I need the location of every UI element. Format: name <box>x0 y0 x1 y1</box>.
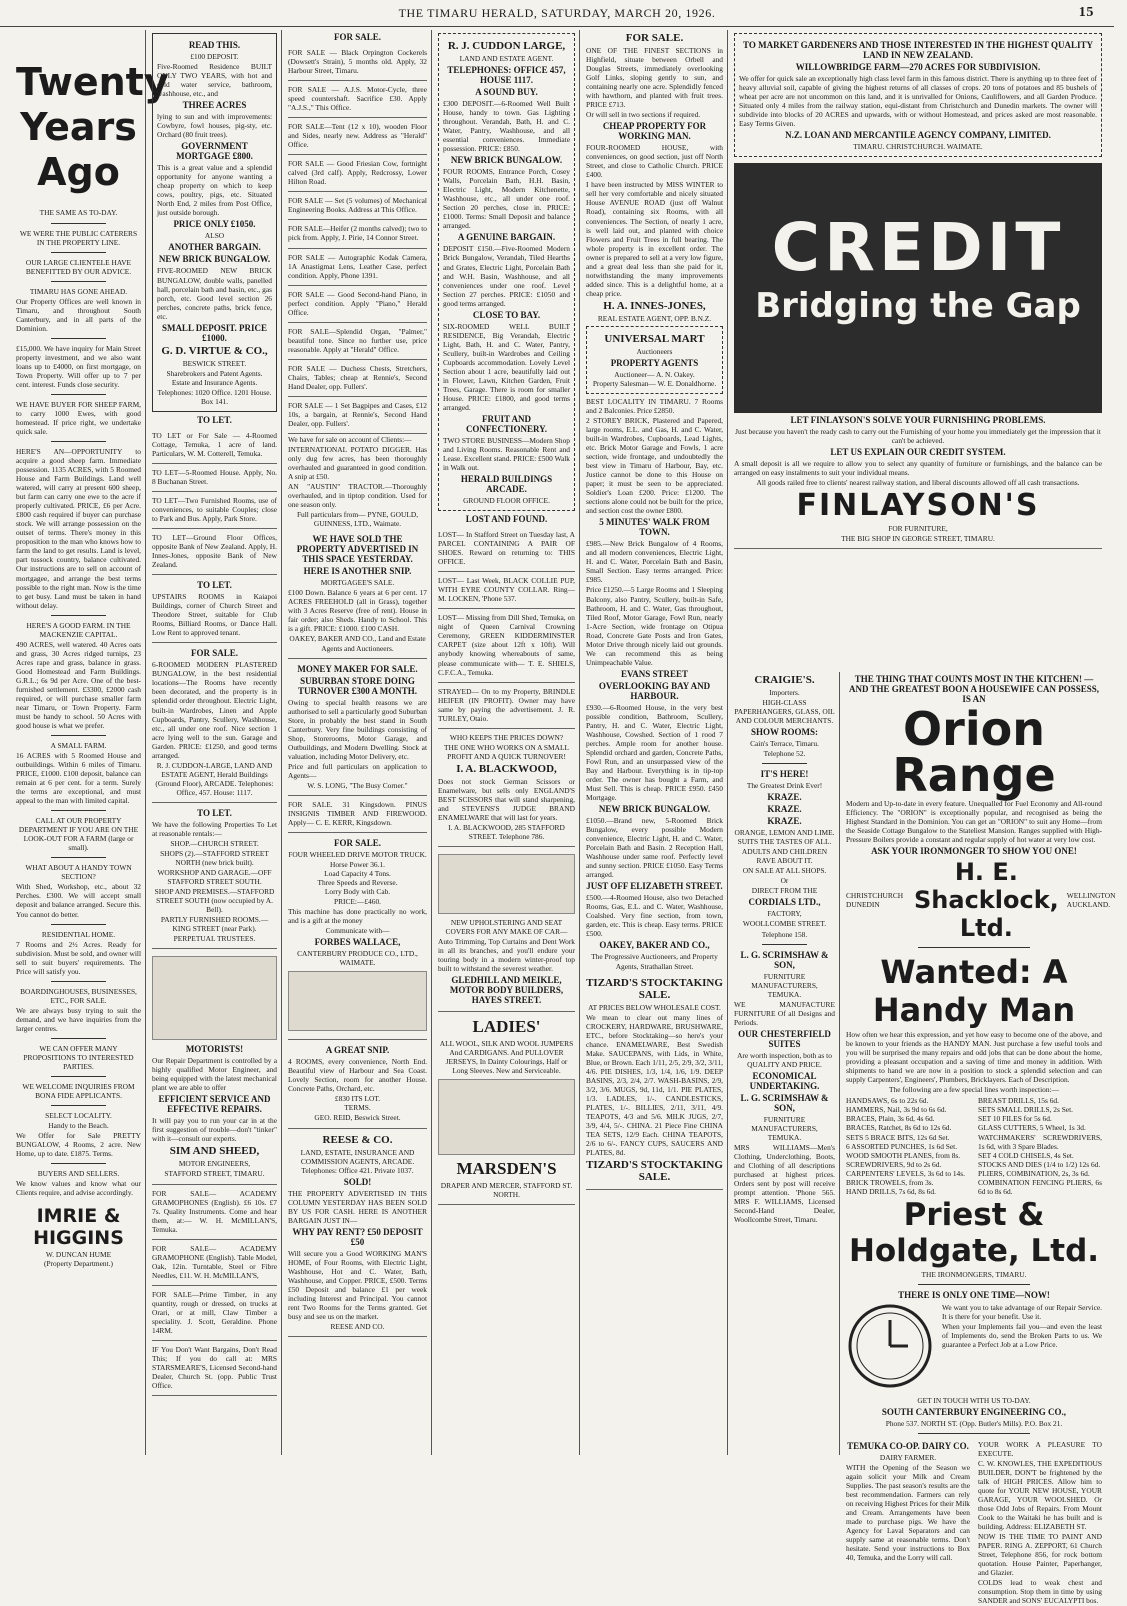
mackenzie-farm: 490 ACRES, well watered. 40 Acres oats and grass, 30 Acres ridged turnips, 23 Acres rape and grass, balance in grass. Good Homestead and Farm Buildings. G.R.L.; 6s 9d per Acre. One of the best-furnished settlement. £3300, £2000 cash required, or will purchase smaller farm near Timaru, or Town Property. Farm must be handy to school. 50 Acres with good house is what we prefer. <box>16 639 141 730</box>
explain-credit: LET US EXPLAIN OUR CREDIT SYSTEM. <box>830 447 1006 458</box>
residential-home-body: 7 Rooms and 2½ Acres. Ready for subdivision. Must be sold, and owner will sell to suit buyers' requirements. The Price will satisfy you. <box>16 939 141 976</box>
classified-item <box>288 323 427 360</box>
mortgagee-body: £100 Down. Balance 6 years at 6 per cent. 17 ACRES FREEHOLD (all in Grass), together with 3 Acres Reserve (free of rent). House in fair order; also Sheds. Handy to School. This is a gift. PRICE: £1000. £100 CASH. <box>288 588 427 634</box>
one-who-works: THE ONE WHO WORKS ON A SMALL PROFIT AND A QUICK TURNOVER! <box>444 742 569 761</box>
why-pay-rent: WHY PAY RENT? £50 DEPOSIT £50 <box>292 1226 423 1247</box>
on-account: We have for sale on account of Clients:— <box>288 434 412 444</box>
classified-item <box>288 286 427 323</box>
also: ALSO <box>204 231 225 241</box>
select-locality: SELECT LOCALITY. <box>45 1111 112 1121</box>
gramophones-2: FOR SALE— ACADEMY GRAMOPHONE (English). Table Model, Oak, 12in. Turntable, Steel or Fibre Needles, £11. W. H. McMILLAN'S, <box>152 1243 277 1280</box>
masthead-title: THE TIMARU HERALD, SATURDAY, MARCH 20, 1926. <box>398 6 716 20</box>
lost-pup: LOST— Last Week, BLACK COLLIE PUP, WITH EYRE COUNTY COLLAR. Ring— M. LOCKEN, 'Phone 537. <box>438 576 575 604</box>
fruit-body: TWO STORE BUSINESS—Modern Shop and Living Rooms. Reasonable Rent and Lease. Excellent stand. PRICE: £500 Walk in Walk out. <box>443 435 570 473</box>
masthead <box>0 0 1114 27</box>
price-1250: Price £1250.—5 Large Rooms and 1 Sleeping Balcony, also Pantry, Scullery, built-in Safe, Bathroom, H. and C. Water, Gas throughout, Tiled Roof, Motor Garage, Fowl Run, nearly 1-Acre Section, wide frontage on Otipua Road, Concrete Gate Posts and Iron Gates, Motor Drive through nicely laid out grounds. We can recommend this as being Unimpeachable Value. <box>586 585 723 667</box>
tizards-sale-2: TIZARD'S STOCKTAKING SALE. <box>586 1159 723 1184</box>
clock-icon <box>846 1302 934 1390</box>
classified-item <box>288 155 427 192</box>
hundred-deposit: £100 DEPOSIT. <box>190 52 239 61</box>
plastered-bungalow: 6-ROOMED MODERN PLASTERED BUNGALOW, in the best residential locations—The Rooms have recently been decorated, and the property is in splendid order throughout. Electric Light, built-in Wardrobes, Linen and Apple Cupboards, Pantry, Scullery, Washhouse, etc., all under one roof. Nice section 1 acre lying well to the sun. Garage and Garden. PRICE: £1250, and good terms arranged. <box>152 660 277 760</box>
classified-item <box>288 81 427 118</box>
tolet-workshop: WORKSHOP AND GARAGE.—OFF STAFFORD STREET SOUTH. <box>157 867 272 886</box>
to-let-heading-2: TO LET. <box>197 580 232 591</box>
cuddon-large-small: R. J. CUDDON-LARGE, LAND AND ESTATE AGENT, Herald Buildings (Ground Floor), ARCADE. Telephones: Office, 457. House: 1117. <box>155 760 274 797</box>
your-work: YOUR WORK A PLEASURE TO EXECUTE. <box>978 1439 1102 1458</box>
classified-item <box>288 44 427 81</box>
kraze-3: KRAZE. <box>767 816 802 827</box>
bridging-the-gap: Bridging the Gap <box>755 286 1081 327</box>
page-number: 15 <box>1078 5 1094 20</box>
prime-timber: FOR SALE—Prime Timber, in any quantity, rough or dressed, on trucks at Orari, or at mill, Claw Timber a speciality. J. Scott, Geraldine. Phone 14RM. <box>152 1289 277 1335</box>
herald-buildings: HERALD BUILDINGS ARCADE. <box>460 474 553 495</box>
classified-text: FOR SALE — 1 Set Bagpipes and Cases, £12 10s, a bargain, at Rennie's, Second Hand Dealer, opp. Fullers'. <box>288 400 427 428</box>
goods-railed: All goods railed free to clients' nearest railway station, and liberal discounts allowed off all cash transactions. <box>756 478 1080 488</box>
column-7 <box>730 672 840 1455</box>
gledhill-meikle: GLEDHILL AND MEIKLE, MOTOR BODY BUILDERS, HAYES STREET. <box>449 975 564 1006</box>
jumper-illustration <box>438 1079 575 1155</box>
finlaysons-ad <box>734 160 1102 549</box>
new-upholstering: NEW UPHOLSTERING AND SEAT COVERS FOR ANY MAKE OF CAR— <box>445 918 568 937</box>
call-property-dept: CALL AT OUR PROPERTY DEPARTMENT IF YOU ARE ON THE LOOK-OUT FOR A FARM (large or small). <box>18 816 139 853</box>
column-8 <box>842 672 1116 1606</box>
motor-engineers: MOTOR ENGINEERS, <box>178 1159 251 1169</box>
buyers-sellers: BUYERS AND SELLERS. <box>37 1169 120 1179</box>
fruit-confectionery: FRUIT AND CONFECTIONERY. <box>465 413 548 434</box>
geo-reid: GEO. REID, Beswick Street. <box>314 1113 401 1123</box>
repair-service: We want you to take advantage of our Repair Service. It is there for your benefit. Use it. <box>942 1302 1102 1321</box>
sheep-farm-buyer: WE HAVE BUYER FOR SHEEP FARM, to carry 1000 Ewes, with good homestead. If price right, we undertake quick sale. <box>16 399 141 437</box>
five-roomed: Five-Roomed Residence BUILT ONLY TWO YEARS, with hot and cold water service, bathroom, washhouse, etc., and <box>157 62 272 99</box>
elizabeth-body: £500.—4-Roomed House, also two Detached Rooms, Gas, E.L. and C. Water, Washhouse, Coalshed. Very fine section, from town, garden, etc. This is cheap. Easy terms. PRICE £500. <box>586 893 723 939</box>
direct-from: DIRECT FROM THE <box>751 886 818 896</box>
welcome-inquiries: WE WELCOME INQUIRIES FROM BONA FIDE APPLICANTS. <box>22 1081 135 1100</box>
tolet-church: SHOP.—CHURCH STREET. <box>170 838 259 848</box>
bargains-ad: IF You Don't Want Bargains, Don't Read This; If you do call at: MRS STARSMEARE'S, Licensed Second-hand Dealer, Church St. (opp. Public Trust Office. <box>152 1344 277 1391</box>
great-value: This is a great value and a splendid opportunity for anyone wanting a cheap property on which to keep cows, poultry, pigs, etc. Situated North End, 2 miles from Post Office, just outside borough. <box>157 163 272 218</box>
tizards-body: We mean to clear out many lines of CROCKERY, HARDWARE, BRUSHWARE, ETC., before Stocktaking—so here's your chance. ENAMELWARE, Best Swedish Make. SAUCEPANS, with Lids, in White, Blue, or Brown. Each 1/11, 2/5, 2/9, 3/2, 3/11, 4/6. PIE DISHES, 1/3, 1/4, 1/6, 1/9. DEEP BASINS, 2/3, 2/4, 2/7. WASH-BASINS, 2/9, 3/2, 3/6. MUGS, 9d, 11d, 1/1. PIE PLATES, 1/3. LADLES, 1/-. CANDLESTICKS, PLATES, 1/-. BILLIES, 2/11, 3/11, 4/9. TEAPOTS, 4/3 and 5/6. MILK JUGS, 2/7, 3/9, 4/4, 5/-. CHINA. 21 Piece Fine CHINA TEA SETS, 12/9 Each. CHINA TEAPOTS, 2/6 to 6/-. FANCY CUPS, SAUCERS AND PLATES, 8d. <box>586 1012 723 1158</box>
mart-people: Auctioneer— A. N. Oakey. Property Salesman— W. E. Donaldhorne. <box>592 369 717 388</box>
classified-text: FOR SALE—Tent (12 x 10), wooden Floor and Sides, nearly new. Address as "Herald" Office. <box>288 122 427 150</box>
scrimshaw-1-sub: FURNITURE MANUFACTURERS, TEMUKA. <box>751 971 818 999</box>
motor-body-2: It will pay you to run your car in at the first suggestion of trouble—don't "tinker" with it—consult our experts. <box>152 1116 277 1144</box>
nz-loan-towns: TIMARU. CHRISTCHURCH. WAIMATE. <box>853 142 983 152</box>
ironmongers: THE IRONMONGERS, TIMARU. <box>921 1269 1027 1279</box>
on-sale: ON SALE AT ALL SHOPS. <box>742 866 827 876</box>
austin-tractor: AN "AUSTIN" TRACTOR.—Thoroughly overhauled, and in tiptop condition. Used for one season only. <box>288 482 427 510</box>
greatest-drink: The Greatest Drink Ever! <box>746 781 823 791</box>
column-2 <box>148 30 282 1455</box>
wanted-handy-man: Wanted: A Handy Man <box>872 953 1076 1030</box>
pyne-gould: Full particulars from— PYNE, GOULD, GUINNESS, LTD., Waimate. <box>296 510 419 529</box>
duncan-hume: W. DUNCAN HUME (Property Department.) <box>44 1250 113 1269</box>
another-snip: HERE IS ANOTHER SNIP. <box>303 566 412 577</box>
communicate: Communicate with— <box>325 926 390 936</box>
truck-heading: FOUR WHEELED DRIVE MOTOR TRUCK. <box>288 849 427 859</box>
two-storey: 2 STOREY BRICK, Plastered and Papered, large rooms, E.L. and Gas, H. and C. Water, built-in Wardrobes, Cupboards, Lead Lights, etc. Brick Motor Garage and Fowls, 1 acre section, wide frontage, and undoubtedly the best view in Timaru of Harbour, Bay, etc. Justice cannot be done to this House on paper; it must be seen to be appreciated. Soldier's Loan £200. Price: £1200. The sections alone could not be built for the price, and section cost the owner £800. <box>586 415 723 516</box>
cheap-property: CHEAP PROPERTY FOR WORKING MAN. <box>602 121 707 142</box>
nz-loan: N.Z. LOAN AND MERCANTILE AGENCY COMPANY, LIMITED. <box>785 130 1051 141</box>
property-agents: PROPERTY AGENTS <box>610 357 699 368</box>
classified-text: FOR SALE — Duchess Chests, Stretchers, Chairs, Tables; cheap at Rennie's, Second Hand Dealer, opp. Fullers'. <box>288 363 427 391</box>
classified-text: FOR SALE — Autographic Kodak Camera, 1A Anastigmat Lens, Leather Case, perfect condition. Apply, Phone 1391. <box>288 252 427 280</box>
we-manufacture: WE MANUFACTURE FURNITURE Of all Designs and Periods. <box>734 999 835 1027</box>
ws-long: W. S. LONG, "The Busy Corner." <box>307 780 408 790</box>
five-minutes-body: £985.—New Brick Bungalow of 4 Rooms, and all modern conveniences, Electric Light, H. and C. Water, Porcelain Bath and Basin, Small Section. Easy terms arranged. Price: £985. <box>586 539 723 585</box>
shacklock-logo: H. E. Shacklock, Ltd. <box>914 858 1059 943</box>
twenty-years-ago-heading: Twenty Years Ago <box>16 60 169 194</box>
dairy-farmer: DAIRY FARMER. <box>879 1452 937 1462</box>
residential-home-heading: RESIDENTIAL HOME. <box>41 929 116 939</box>
kraze-2: KRAZE. <box>767 804 802 815</box>
ladies-body: ALL WOOL, SILK AND WOOL JUMPERS And CARDIGANS. And PULLOVER JERSEYS, In Dainty Colourings, Half or Long Sleeves. New and Serviceable. <box>439 1039 574 1076</box>
motor-body: Our Repair Department is controlled by a highly qualified Motor Engineer, and being equipped with the latest mechanical plant we are able to offer <box>152 1056 277 1093</box>
imrie-higgins-logo: IMRIE & HIGGINS <box>33 1205 124 1250</box>
lost-found-heading: LOST AND FOUND. <box>465 514 548 525</box>
telephone-52: Telephone 52. <box>763 749 806 759</box>
public-caterers: WE WERE THE PUBLIC CATERERS IN THE PROPERTY LINE. <box>19 228 138 247</box>
ask-ironmonger: ASK YOUR IRONMONGER TO SHOW YOU ONE! <box>871 846 1077 857</box>
adults-children: ADULTS AND CHILDREN RAVE ABOUT IT. <box>741 847 828 866</box>
worth-inspection: Are worth inspection, both as to QUALITY AND PRICE. <box>737 1050 832 1069</box>
blackwood-body: Does not stock German Scissors or Enamelware, but sells only ENGLAND'S BEST SCISSORS that will stand sharpening, and STEVENS'S JUDGE BRAND ENAMELWARE that will last for years. <box>438 776 575 822</box>
south-canterbury-address: Phone 537. NORTH ST. (Opp. Butler's Mills). P.O. Box 21. <box>885 1418 1063 1428</box>
innes-jones: H. A. INNES-JONES, <box>603 299 706 312</box>
town-section-body: With Shed, Workshop, etc., about 32 Perches. £300. We will accept small deposit and balance arranged. Secure this. You cannot do better. <box>16 882 141 919</box>
only-one-time: THERE IS ONLY ONE TIME—NOW! <box>898 1289 1050 1300</box>
telephone-158: Telephone 158. <box>761 929 808 939</box>
willowbridge-farm: WILLOWBRIDGE FARM—270 ACRES FOR SUBDIVISION. <box>795 62 1041 72</box>
classified-text: FOR SALE — Black Orpington Cockerels (Dowsett's Strain), 5 months old. Apply, 32 Harbour Street, Timaru. <box>288 48 427 76</box>
let-finlaysons: LET FINLAYSON'S SOLVE YOUR FURNISHING PROBLEMS. <box>790 415 1046 426</box>
oakey-baker-3: OAKEY, BAKER AND CO., Land and Estate Agents and Auctioneers. <box>289 634 426 653</box>
ready-cash: Just because you haven't the ready cash to carry out the Furnishing of your home you immediately get the impression that it can't be achieved. <box>735 427 1101 446</box>
lost-shoes: LOST— In Stafford Street on Tuesday last, A PARCEL CONTAINING A PAIR OF SHOES. Reward on returning to: THIS OFFICE. <box>438 530 575 567</box>
special-lines: The following are a few special lines worth inspection:— <box>889 1085 1059 1095</box>
same-as-today: THE SAME AS TO-DAY. <box>39 208 118 218</box>
great-snip-price: £830 ITS LOT. TERMS. <box>334 1094 381 1113</box>
virtue-telephones: Telephones: 1020 Office. 1201 House. Box 141. <box>157 387 272 406</box>
motor-address: STAFFORD STREET, TIMARU. <box>164 1169 265 1179</box>
timaru-ahead: TIMARU HAS GONE AHEAD. <box>29 286 128 296</box>
just-off-elizabeth: JUST OFF ELIZABETH STREET. <box>586 881 723 892</box>
reese-body-2: THE PROPERTY ADVERTISED IN THIS COLUMN YESTERDAY HAS BEEN SOLD BY US FOR CASH. HERE IS ANOTHER BARGAIN JUST IN— <box>288 1188 427 1225</box>
new-brick-5-body: £1050.—Brand new, 5-Roomed Brick Bungalow, every possible Modern convenience, Electric Light, H. and C. Water, Porcelain Bath and Basin. 2 Reception Hall, Washhouse under same roof. Perfectly level and sunny section. PRICE £1050. Easy Terms arranged. <box>586 816 723 880</box>
boardinghouses-body: We are always busy trying to suit the demand, and we have inquiries from the larger centres. <box>16 1005 141 1033</box>
opportunity-ad: HERE'S AN—OPPORTUNITY to acquire a good sheep farm. Immediate possession. 1135 ACRES, with 5 Roomed House and Farm Buildings. Land well watered, will carry at present 600 sheep, but farm can carry one ewe to the acre if properly cultivated. PRICE, £6 per Acre. £800 cash required if buyer can purchase stock. We will arrange possession on the outset of terms. There's money in this proposition to the man who knows how to farm the land to get results. Land is level, part tussock country, balance cultivated. Our instructions are to sell on account of mortgagee, and arrange the best terms possible to the right man. Now is the time to get busy. Land must be taken in hand without delay. <box>16 447 141 610</box>
orange-lemon: ORANGE, LEMON AND LIME. SUITS THE TASTES OF ALL. <box>734 828 835 847</box>
cuddon-large: R. J. CUDDON LARGE, <box>447 40 566 52</box>
telephones: TELEPHONES: OFFICE 457, HOUSE 1117. <box>447 65 566 86</box>
classified-item <box>288 118 427 155</box>
five-minutes: 5 MINUTES' WALK FROM TOWN. <box>599 517 710 538</box>
tizards-sale: TIZARD'S STOCKTAKING SALE. <box>586 976 723 1001</box>
motorists-heading: MOTORISTS! <box>185 1044 244 1055</box>
tolet-intro: We have the following Properties To Let at reasonable rentals:— <box>152 819 277 838</box>
chesterfield: OUR CHESTERFIELD SUITES <box>738 1028 831 1049</box>
property-offices: Our Property Offices are well known in Timaru, and throughout South Canterbury, and in all parts of the Dominion. <box>16 296 141 333</box>
potato-digger: INTERNATIONAL POTATO DIGGER. Has only dug few acres, has been thoroughly overhauled and guaranteed in good condition. A snip at £50. <box>288 445 427 482</box>
column-3 <box>284 30 432 1455</box>
small-deposit: SMALL DEPOSIT. PRICE £1000. <box>161 322 268 343</box>
tolet-furnished: TO LET—Two Furnished Rooms, use of conveniences, to suitable Couples; close to Park and Bus. Apply, Park Store. <box>152 495 277 524</box>
genuine-body: DEPOSIT £150.—Five-Roomed Modern Brick Bungalow, Verandah, Tiled Hearths and Grates, Electric Light, Porcelain Bath and W.H. Basin, Washhouse, and all conveniences under one roof. Level Section 27 perches. PRICE: £1050 and good terms arranged. <box>443 244 570 308</box>
tolet-partly: PARTLY FURNISHED ROOMS.—KING STREET (near Park). <box>160 915 269 934</box>
blackwood: I. A. BLACKWOOD, <box>456 762 557 775</box>
sound-buy: A SOUND BUY. <box>475 87 538 98</box>
beswick-street: BESWICK STREET. <box>182 358 247 368</box>
temuka-dairy: TEMUKA CO-OP. DAIRY CO. <box>847 1440 969 1451</box>
oakey-baker-5: OAKEY, BAKER AND CO., <box>599 940 710 951</box>
sound-buy-body: £300 DEPOSIT.—6-Roomed Well Built House, handy to town. Gas Lighting throughout. Verandah, Bath, H. and C. Water, Pantry, Washhouse, and all essential conveniences. Immediate possession. PRICE: £850. <box>443 99 570 154</box>
credit-bridge-illustration <box>734 163 1102 413</box>
lying-to-sun: lying to sun and with improvements: Cowbyre, fowl houses, pig-sty, etc. Orchard (80 fruit trees). <box>157 112 272 140</box>
tools-list-left: HANDSAWS, 6s to 22s 6d. HAMMERS, Nail, 3s 9d to 6s 6d. BRACES, Plain, 3s 6d, 4s 6d. BRACES, Ratchet, 8s 6d to 12s 6d. SETS 5 BRACE BITS, 12s 6d Set. 6 ASSORTED PUNCHES, 1s 6d Set. WOOD SMOOTH PLANES, from 8s. SCREWDRIVERS, 9d to 2s 6d. CARPENTERS' LEVELS, 3s 6d to 14s. BRICK TROWELS, from 3s. HAND DRILLS, 7s 6d, 8s 6d. <box>846 1096 965 1196</box>
universal-mart-ad <box>586 326 723 394</box>
good-farm-heading: HERE'S A GOOD FARM. IN THE MACKENZIE CAPITAL. <box>26 620 131 639</box>
overlooking-body: £930.—6-Roomed House, in the very best possible condition, Bathroom, Scullery, Pantry, H. and C. Water, Electric Light, Washhouse, Cowshed. Section of 1 rood 7 perches. Ample room for another house. Splendid orchard and garden, Concrete Paths, Fowl Run, and an unsurpassed view of the Bay and Harbour. Everything is in tip-top order. The owner has bought a Farm, and Must Sell. This is cheap. PRICE £950. £450 Mortgage. <box>586 702 723 803</box>
finlaysons-logo: FINLAYSON'S <box>796 488 1040 524</box>
below-wholesale: AT PRICES BELOW WHOLESALE COST. <box>588 1002 721 1012</box>
for-sale-heading: FOR SALE. <box>190 648 238 659</box>
tolet-upstairs: UPSTAIRS ROOMS in Kaiapoi Buildings, corner of Church Street and Theodore Street, suitable for Club Rooms, Billiard Rooms, or Dance Hall. Low Rent to approved tenant. <box>152 592 277 638</box>
virtue-firm: G. D. VIRTUE & CO., <box>161 344 268 357</box>
classified-item <box>288 397 427 434</box>
main-street-inquiry: £15,000. We have inquiry for Main Street property investment, and we also want loans up to £4000, on first mortgage, on Town Property. Will offer up to 7 per cent. interest. Funds close security. <box>16 343 141 389</box>
classified-item <box>288 220 427 248</box>
importers: Importers. <box>769 688 800 697</box>
kraze-1: KRAZE. <box>767 792 802 803</box>
scrimshaw-2: L. G. SCRIMSHAW & SON, <box>740 1092 829 1113</box>
classified-item <box>288 192 427 220</box>
willowbridge-ad <box>734 33 1102 157</box>
best-locality: BEST LOCALITY IN TIMARU. 7 Rooms and 2 Balconies. Price £2850. <box>586 396 723 415</box>
pretty-bungalow: We Offer for Sale PRETTY BUNGALOW, 4 Rooms, 2 acre. New Home, up to date. £1875. Terms. <box>16 1131 141 1159</box>
sharebrokers: Sharebrokers and Patent Agents. Estate and Insurance Agents. <box>166 368 263 387</box>
reese-co-2: REESE AND CO. <box>330 1321 385 1331</box>
finest-sections: ONE OF THE FINEST SECTIONS in Highfield, situate between Orbell and Douglas Streets, immediately overlooking Golf Links, sloping gently to sun, and containing nearly one acre. Splendidly fenced with hawthorn, and planted with fruit trees. PRICE £713. <box>586 46 723 110</box>
sim-sheed: SIM AND SHEED, <box>169 1145 260 1158</box>
classified-text: FOR SALE — Good Friesian Cow, fortnight calved (3rd calf). Apply, Redcrossy, Lower Hilton Road. <box>288 159 427 187</box>
genuine-bargain: A GENUINE BARGAIN. <box>457 232 556 243</box>
efficient-service: EFFICIENT SERVICE AND EFFECTIVE REPAIRS. <box>158 1094 271 1115</box>
marsden-sub: DRAPER AND MERCER, STAFFORD ST. NORTH. <box>440 1181 573 1200</box>
truck-price: PRICE:—£460. <box>333 897 382 907</box>
new-brick-4: NEW BRICK BUNGALOW. <box>450 155 563 166</box>
truck-body: This machine has done practically no work, and is a gift at the money <box>288 907 427 926</box>
pinus-insignis: FOR SALE. 31 Kingsdown. PINUS INSIGNIS TIMBER AND FIREWOOD. Apply— C. E. KERR, Kingsdown. <box>288 799 427 827</box>
many-propositions: WE CAN OFFER MANY PROPOSITIONS TO INTERESTED PARTIES. <box>23 1043 134 1071</box>
universal-mart: UNIVERSAL MART <box>604 332 705 345</box>
strayed-heifer: STRAYED— On to my Property, BRINDLE HEIFER (IN PROFIT). Owner may have same by paying the advertisement. J. R. TURLEY, Otaio. <box>438 686 575 723</box>
close-to-bay: CLOSE TO BAY. <box>472 309 541 320</box>
column-5 <box>582 30 728 1455</box>
orion-range-logo: Orion Range <box>892 702 1056 802</box>
for-sale-heading-3: FOR SALE. <box>333 32 381 42</box>
five-roomed-brick: FIVE-ROOMED NEW BRICK BUNGALOW, double walls, panelled hall, porcelain bath and basin, etc., gas porch, etc. Good level section 26 perches, concrete paths, brick fence, etc. <box>157 266 272 321</box>
small-farm-heading: A SMALL FARM. <box>50 741 107 751</box>
scrimshaw-2-sub: FURNITURE MANUFACTURERS, TEMUKA. <box>751 1114 818 1142</box>
for-furniture: FOR FURNITURE, <box>888 524 948 534</box>
gramophones-1: FOR SALE— ACADEMY GRAMOPHONES (English). £6 10s. £7 7s. Quality Instruments. Come and hear them, at:— W. H. McMILLAN'S, Temuka. <box>152 1188 277 1234</box>
who-keeps-prices: WHO KEEPS THE PRICES DOWN? <box>449 732 564 742</box>
auto-trimming: Auto Trimming, Top Curtains and Dent Work in all its branches, and you'll endure your touring body in a modern winter-proof top built to withstand the severest weather. <box>438 937 575 974</box>
mortgagee-sale: MORTGAGEE'S SALE. <box>320 578 395 588</box>
handy-man-body: How often we hear this expression, and yet how easy to become one of the above, and be known to your friends as the HANDY MAN. Just purchase a few useful tools and you will be surprised the many repairs and odd jobs that can be done about the home, providing a pleasant occupation and a saving of time and money in addition. With shipments to hand we are now in a position to stock a splendid selection and can supply Carpenters', Engineers', Plumbers, Bricklayers. Each of Description. <box>846 1030 1102 1085</box>
time-to-paint: NOW IS THE TIME TO PAINT AND PAPER. RING A. ZEPPORT, 61 Church Street, Telephone 856, for rock bottom quotation. House Painter, Paperhanger, and Glazier. <box>978 1532 1102 1578</box>
tools-list-right: BREAST DRILLS, 15s 6d. SETS SMALL DRILLS, 2s Set. SET 10 FILES for 5s 6d. GLASS CUTTERS, 5 Wheel, 1s 3d. WATCHMAKERS' SCREWDRIVERS, 1s 6d, with 3 Spare Blades. SET 4 COLD CHISELS, 4s Set. STOCKS AND DIES (1/4 to 1/2) 12s 6d. PLIERS, COMBINATION, 2s, 3s 6d. COMBINATION FENCING PLIERS, 6s 6d to 8s 6d. <box>978 1096 1102 1196</box>
ladies-heading: LADIES' <box>472 1017 541 1037</box>
paperhangers: HIGH-CLASS PAPERHANGERS, GLASS, OIL AND COLOUR MERCHANTS. <box>734 698 835 726</box>
reese-body: LAND, ESTATE, INSURANCE AND COMMISSION AGENTS, ARCADE. Telephones: Office 421. Private 1037. <box>300 1147 415 1175</box>
to-let-heading-3: TO LET. <box>197 807 232 818</box>
blackwood-address: I. A. BLACKWOOD, 285 STAFFORD STREET. Telephone 786. <box>448 822 565 841</box>
its-here: IT'S HERE! <box>760 769 809 780</box>
land-estate-agent: LAND AND ESTATE AGENT. <box>459 54 554 63</box>
suburban-body: Owing to special health reasons we are authorised to sell a particularly good Suburban Store, in probably the best stand in South Canterbury. Very fine buildings consisting of Shop, Storerooms, Motor Garage, and Outbuildings, and Modern Dwelling. Stock at valuation, including Motor Delivery, etc. <box>288 697 427 761</box>
classified-text: FOR SALE — Good Second-hand Piano, in perfect condition. Apply "Piano," Herald Office. <box>288 289 427 317</box>
boardinghouses: BOARDINGHOUSES, BUSINESSES, ETC., FOR SALE. <box>20 986 137 1005</box>
shacklock-left: CHRISTCHURCH DUNEDIN <box>846 891 904 910</box>
new-brick-body: FOUR ROOMS, Entrance Porch, Cosey Walls, Porcelain Bath, H.H. Basin, Electric Light, Modern Kitchenette, Washhouse, etc., all under one roof. Section 20 perches, close in. PRICE: £1000. Terms: Small Deposit and balance arranged. <box>443 167 570 231</box>
broken-parts: When your Implements fail you—and even the least of Implements do, send the Broken Parts to us. We guarantee a Perfect Job at a Low Price. <box>942 1321 1102 1349</box>
motorist-illustration <box>152 956 277 1040</box>
economical: ECONOMICAL UNDERTAKING. <box>749 1070 820 1091</box>
reese-co: REESE & CO. <box>322 1133 393 1146</box>
classified-item <box>288 249 427 286</box>
handy-beach: Handy to the Beach. <box>48 1121 109 1131</box>
cordials-ltd: CORDIALS LTD., <box>748 897 821 908</box>
sold-notice: WE HAVE SOLD THE PROPERTY ADVERTISED IN THIS SPACE YESTERDAY. <box>296 534 419 565</box>
small-farm-body: 16 ACRES with 5 Roomed House and outbuildings. Within 6 miles of Timaru. PRICE, £1000. £100 deposit, balance can remain at 6 per cent. for a term. Surely the terms are exceptional, and must appeal to the man with limited capital. <box>16 751 141 806</box>
classified-text: FOR SALE — Set (5 volumes) of Mechanical Engineering Books. Address at This Office. <box>288 196 427 215</box>
money-maker: MONEY MAKER FOR SALE. <box>297 663 418 674</box>
column-6 <box>730 30 1106 670</box>
clock-illustration <box>846 1302 934 1395</box>
three-acres: THREE ACRES <box>182 100 247 111</box>
perpetual-trustees: PERPETUAL TRUSTEES. <box>173 934 256 944</box>
cains-terrace: Cain's Terrace, Timaru. <box>750 739 819 749</box>
canterbury-produce: CANTERBURY PRODUCE CO., LTD., WAIMATE. <box>297 949 418 968</box>
lost-carpet: LOST— Missing from Dill Shed, Temuka, on night of Queen Carnival Crowning Ceremony, GREEN KIDDERMINSTER CARPET (size about 12ft x 10ft). Will anybody knowing whereabouts of same, please communicate with— T. E. SHIELS, C.F.C.A., Temuka. <box>438 613 575 677</box>
market-gardeners: TO MARKET GARDENERS AND THOSE INTERESTED IN THE HIGHEST QUALITY LAND IN NEW ZEALAND. <box>742 40 1093 60</box>
or: Or <box>780 876 789 886</box>
tolet-offices: TO LET—Ground Floor Offices, opposite Bank of New Zealand. Apply, H. Innes-Jones, opposite Bank of New Zealand. <box>152 533 277 570</box>
truck-illustration <box>288 971 427 1031</box>
large-clientele: OUR LARGE CLIENTELE HAVE BENEFITTED BY OUR ADVICE. <box>25 257 132 276</box>
govt-mortgage: GOVERNMENT MORTGAGE £800. <box>176 141 253 162</box>
classified-text: FOR SALE—Heifer (2 months calved); two to pick from. Apply, J. Pirie, 14 Connor Street. <box>288 224 427 243</box>
tolet-premises: SHOP AND PREMISES.—STAFFORD STREET SOUTH (now occupied by A. Bell). <box>154 887 275 915</box>
overlooking-bay: OVERLOOKING BAY AND HARBOUR. <box>598 680 711 701</box>
great-snip-body: 4 ROOMS, every convenience, North End. Beautiful view of Harbour and Sea Coast. Lovely Section, room for another House. Concrete Paths, Orchard, etc. <box>288 1057 427 1094</box>
know-values: We know values and know what our Clients require, and advise accordingly. <box>16 1179 141 1198</box>
forbes-wallace: FORBES WALLACE, <box>314 937 401 948</box>
south-canterbury-eng: SOUTH CANTERBURY ENGINEERING CO., <box>881 1406 1067 1417</box>
willowbridge-body: We offer for quick sale an exceptionally high class level farm in this famous district. There is anything up to three feet of heavy alluvial soil, capable of giving the highest returns of all classes of crops. 20 tons of potatoes and 85 bushels of wheat per acre are not uncommon on this land, and it is unrivalled for Onions, Cauliflowers, and all Garden Produce. Situated only 4 miles from the railway station, equi-distant from Christchurch and Dunedin markets. The owner will subdivide into blocks of 20 ACRES and upwards, with or without Homestead, and prices asked are most reasonable. Easy Terms Given. <box>739 74 1097 129</box>
craigies: CRAIGIE'S. <box>754 674 815 686</box>
cheap-property-body: FOUR-ROOMED HOUSE, with conveniences, on good section, just off North Street, and close to Catholic Church. PRICE £400. <box>586 143 723 180</box>
miss-winter: I have been instructed by MISS WINTER to sell her very comfortable and nicely situated House AVENUE ROAD (just off Walnut Road), containing six Rooms, with all conveniences. The Section, of nearly 1 acre, is well laid out, and planted with choice Flowers and Fruit Trees in full bearing. The whole property is in excellent order. The owner is prepared to sell at a very low figure, and a great deal less than she paid for it, notwithstanding the many improvements added since. This is a delightful home, at a cheap price. <box>586 180 723 298</box>
credit-word: CREDIT <box>771 209 1065 287</box>
to-let-heading: TO LET. <box>197 414 232 425</box>
great-snip: A GREAT SNIP. <box>325 1045 390 1056</box>
price-only: PRICE ONLY £1050. <box>173 219 256 230</box>
cuddon-large-ad <box>438 33 575 511</box>
classified-item <box>288 360 427 397</box>
mrs-williams: MRS WILLIAMS—Men's Clothing, Underclothing, Boots, and Clothing of all descriptions purchased at highest prices. Orders sent by post will receive prompt attention. 'Phone 565. MRS F. WILLIAMS, Licensed Second-Hand Dealer, Woollcombe Street, Timaru. <box>734 1142 835 1225</box>
for-sale-list <box>288 44 427 434</box>
another-bargain: ANOTHER BARGAIN. <box>168 242 261 253</box>
priest-holdgate-logo: Priest & Holdgate, Ltd. <box>848 1196 1100 1269</box>
kitchen-heading: THE THING THAT COUNTS MOST IN THE KITCHEN! —AND THE GREATEST BOON A HOUSEWIFE CAN POSSESS, IS AN <box>848 674 1100 704</box>
two-sections: Or will sell in two sections if required. <box>586 110 701 120</box>
reese-sold: SOLD! <box>343 1176 372 1187</box>
dairy-body: WITH the Opening of the Season we again solicit your Milk and Cream Supplies. The past season's results are the best recommendation. Farmers can rely on receiving Highest Prices for their Milk and Cream. Arrangements have been made to purchase pigs. We have the Agency for Laval Separators and can supply same at reasonable terms. Don't hesitate. Send your instructions to Box 40, Temuka, and the Lorry will call. <box>846 1462 970 1563</box>
car-illustration <box>438 854 575 914</box>
evans-street: EVANS STREET <box>620 668 689 679</box>
shacklock-right: WELLINGTON AUCKLAND. <box>1066 891 1116 910</box>
virtue-ad <box>152 33 277 412</box>
new-brick-5: NEW BRICK BUNGALOW. <box>598 804 711 815</box>
colds-ad: COLDS lead to weak chest and consumption. Stop them in time by using SANDER and SONS' EUCALYPTI bos. <box>978 1578 1102 1606</box>
truck-specs: Horse Power 36.1. Load Capacity 4 Tons. Three Speeds and Reverse. Lorry Body with Cab. <box>317 859 398 897</box>
scrimshaw-1: L. G. SCRIMSHAW & SON, <box>740 949 829 970</box>
progressive-auctioneers: The Progressive Auctioneers, and Property Agents, Strathallan Street. <box>591 952 718 971</box>
for-sale-heading-5: FOR SALE. <box>625 32 684 44</box>
woollcombe: WOOLLCOMBE STREET. <box>742 919 827 929</box>
tolet-cottage: TO LET or For Sale — 4-Roomed Cottage, Temuka, 1 acre of land. Particulars, W. M. Cotterell, Temuka. <box>152 430 277 458</box>
ground-floor: GROUND FLOOR OFFICE. <box>463 496 550 506</box>
tolet-buchanan: TO LET—5-Roomed House. Apply, No. 8 Buchanan Street. <box>152 467 277 486</box>
marsdens: MARSDEN'S <box>456 1159 557 1179</box>
for-sale-truck: FOR SALE. <box>333 837 381 848</box>
factory: FACTORY, <box>767 909 802 919</box>
handy-town-section: WHAT ABOUT A HANDY TOWN SECTION? <box>25 863 132 882</box>
suburban-store: SUBURBAN STORE DOING TURNOVER £300 A MONTH. <box>297 675 417 696</box>
auctioneers: Auctioneers <box>636 346 673 356</box>
column-1 <box>12 30 169 1455</box>
close-body: SIX-ROOMED WELL BUILT RESIDENCE, Big Verandah, Electric Light, Bath, H. and C. Water, Pantry, Scullery, built-in Wardrobes and Ceiling Cupboards accommodation. Lovely Level Section about 1 acre, beautifully laid out in Flower, Lawn, Kitchen Garden, Fruit Trees, Garage. There is room for smaller House. PRICE: £1800, and good terms arranged. <box>443 321 570 412</box>
knowles-builder: C. W. KNOWLES, THE EXPEDITIOUS BUILDER, DON'T be frightened by the talk of HIGH PRICES. Allow him to quote for YOUR NEW HOUSE, YOUR GARAGE, YOUR WOOLSHED. Or those Odd Jobs of Repairs. From Mount Cook to the Waitaki he has built and is building. Address: ELIZABETH ST. <box>978 1458 1102 1532</box>
small-deposit-6: A small deposit is all we require to allow you to select any quantity of furniture or furnishings, and the balance can be arranged on easy instalments to suit your individual means. <box>734 459 1102 478</box>
classified-text: FOR SALE—Splendid Organ, "Palmer," beautiful tone. Since no further use, price reasonable. Apply at "Herald" Office. <box>288 326 427 354</box>
big-shop: THE BIG SHOP IN GEORGE STREET, TIMARU. <box>841 534 995 544</box>
show-rooms: SHOW ROOMS: <box>750 727 819 738</box>
price-particulars: Price and full particulars on application to Agents— <box>288 761 427 780</box>
orion-body: Modern and Up-to-date in every feature. Unequalled for Fuel Economy and All-round Efficiency. The "ORION" is exceptionally popular, and recognised as being the Highest Standard in the Dominion. You can get an "ORION" to suit any Home—from the Seaside Cottage Bungalow to the Stateliest Mansion. Ranges supplied with High-Pressure Boilers provide a constant and regular supply of hot water at very low cost. <box>846 799 1102 845</box>
get-in-touch: GET IN TOUCH WITH US TO-DAY. <box>917 1395 1031 1405</box>
tolet-shops: SHOPS (2).—STAFFORD STREET NORTH (new brick built). <box>160 848 269 867</box>
classified-text: FOR SALE — A.J.S. Motor-Cycle, three speed countershaft. Sacrifice £30. Apply "A.J.S.," This Office. <box>288 85 427 113</box>
read-this: READ THIS. <box>188 40 241 50</box>
innes-sub: REAL ESTATE AGENT, OPP. B.N.Z. <box>597 313 712 323</box>
new-brick-bungalow: NEW BRICK BUNGALOW. <box>158 254 271 265</box>
why-pay-rent-body: Will secure you a Good WORKING MAN'S HOME, of Four Rooms, with Electric Light, Washhouse, Hot and C. Water, Bath, Washhouse, and Copper. PRICE, £500. Terms £50 Deposit and balance £1 per week including Interest and Principal. You cannot rent Two Rooms for the Terms granted. Get busy and see us on the market. <box>288 1248 427 1321</box>
column-4 <box>434 30 580 1455</box>
